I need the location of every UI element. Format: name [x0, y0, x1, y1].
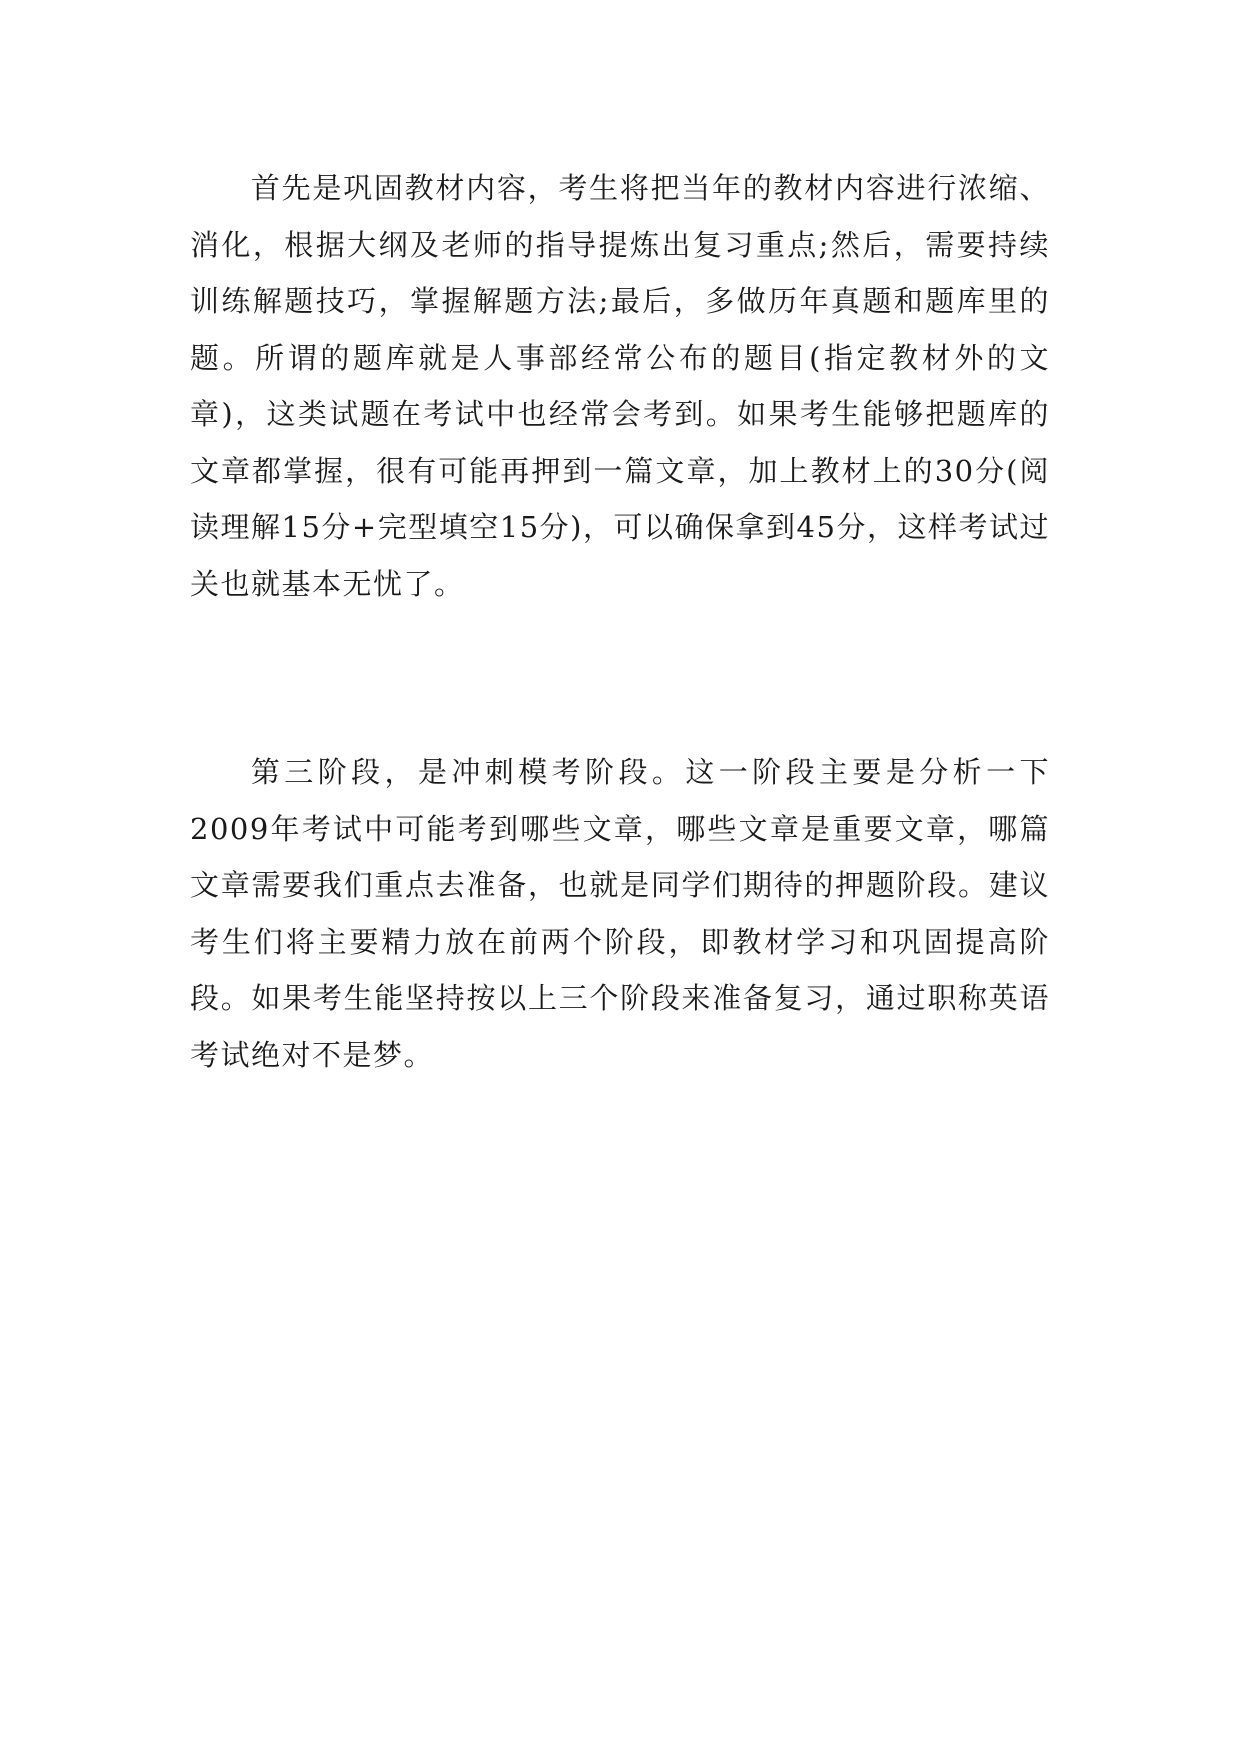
paragraph-stage-three: 第三阶段，是冲刺模考阶段。这一阶段主要是分析一下2009年考试中可能考到哪些文章，哪些文章是重要文章，哪篇文章需要我们重点去准备，也就是同学们期待的押题阶段。建议考生们将主要精力放在前两个阶段，即教材学习和巩固提高阶段。如果考生能坚持按以上三个阶段来准备复习，通过职称英语考试绝对不是梦。: [190, 755, 1050, 1072]
paragraph-consolidation: 首先是巩固教材内容，考生将把当年的教材内容进行浓缩、消化，根据大纲及老师的指导提炼出复习重点;然后，需要持续训练解题技巧，掌握解题方法;最后，多做历年真题和题库里的题。所谓的题库就是人事部经常公布的题目(指定教材外的文章)，这类试题在考试中也经常会考到。如果考生能够把题库的文章都掌握，很有可能再押到一篇文章，加上教材上的30分(阅读理解15分+完型填空15分)，可以确保拿到45分，这样考试过关也就基本无忧了。: [190, 171, 1050, 601]
